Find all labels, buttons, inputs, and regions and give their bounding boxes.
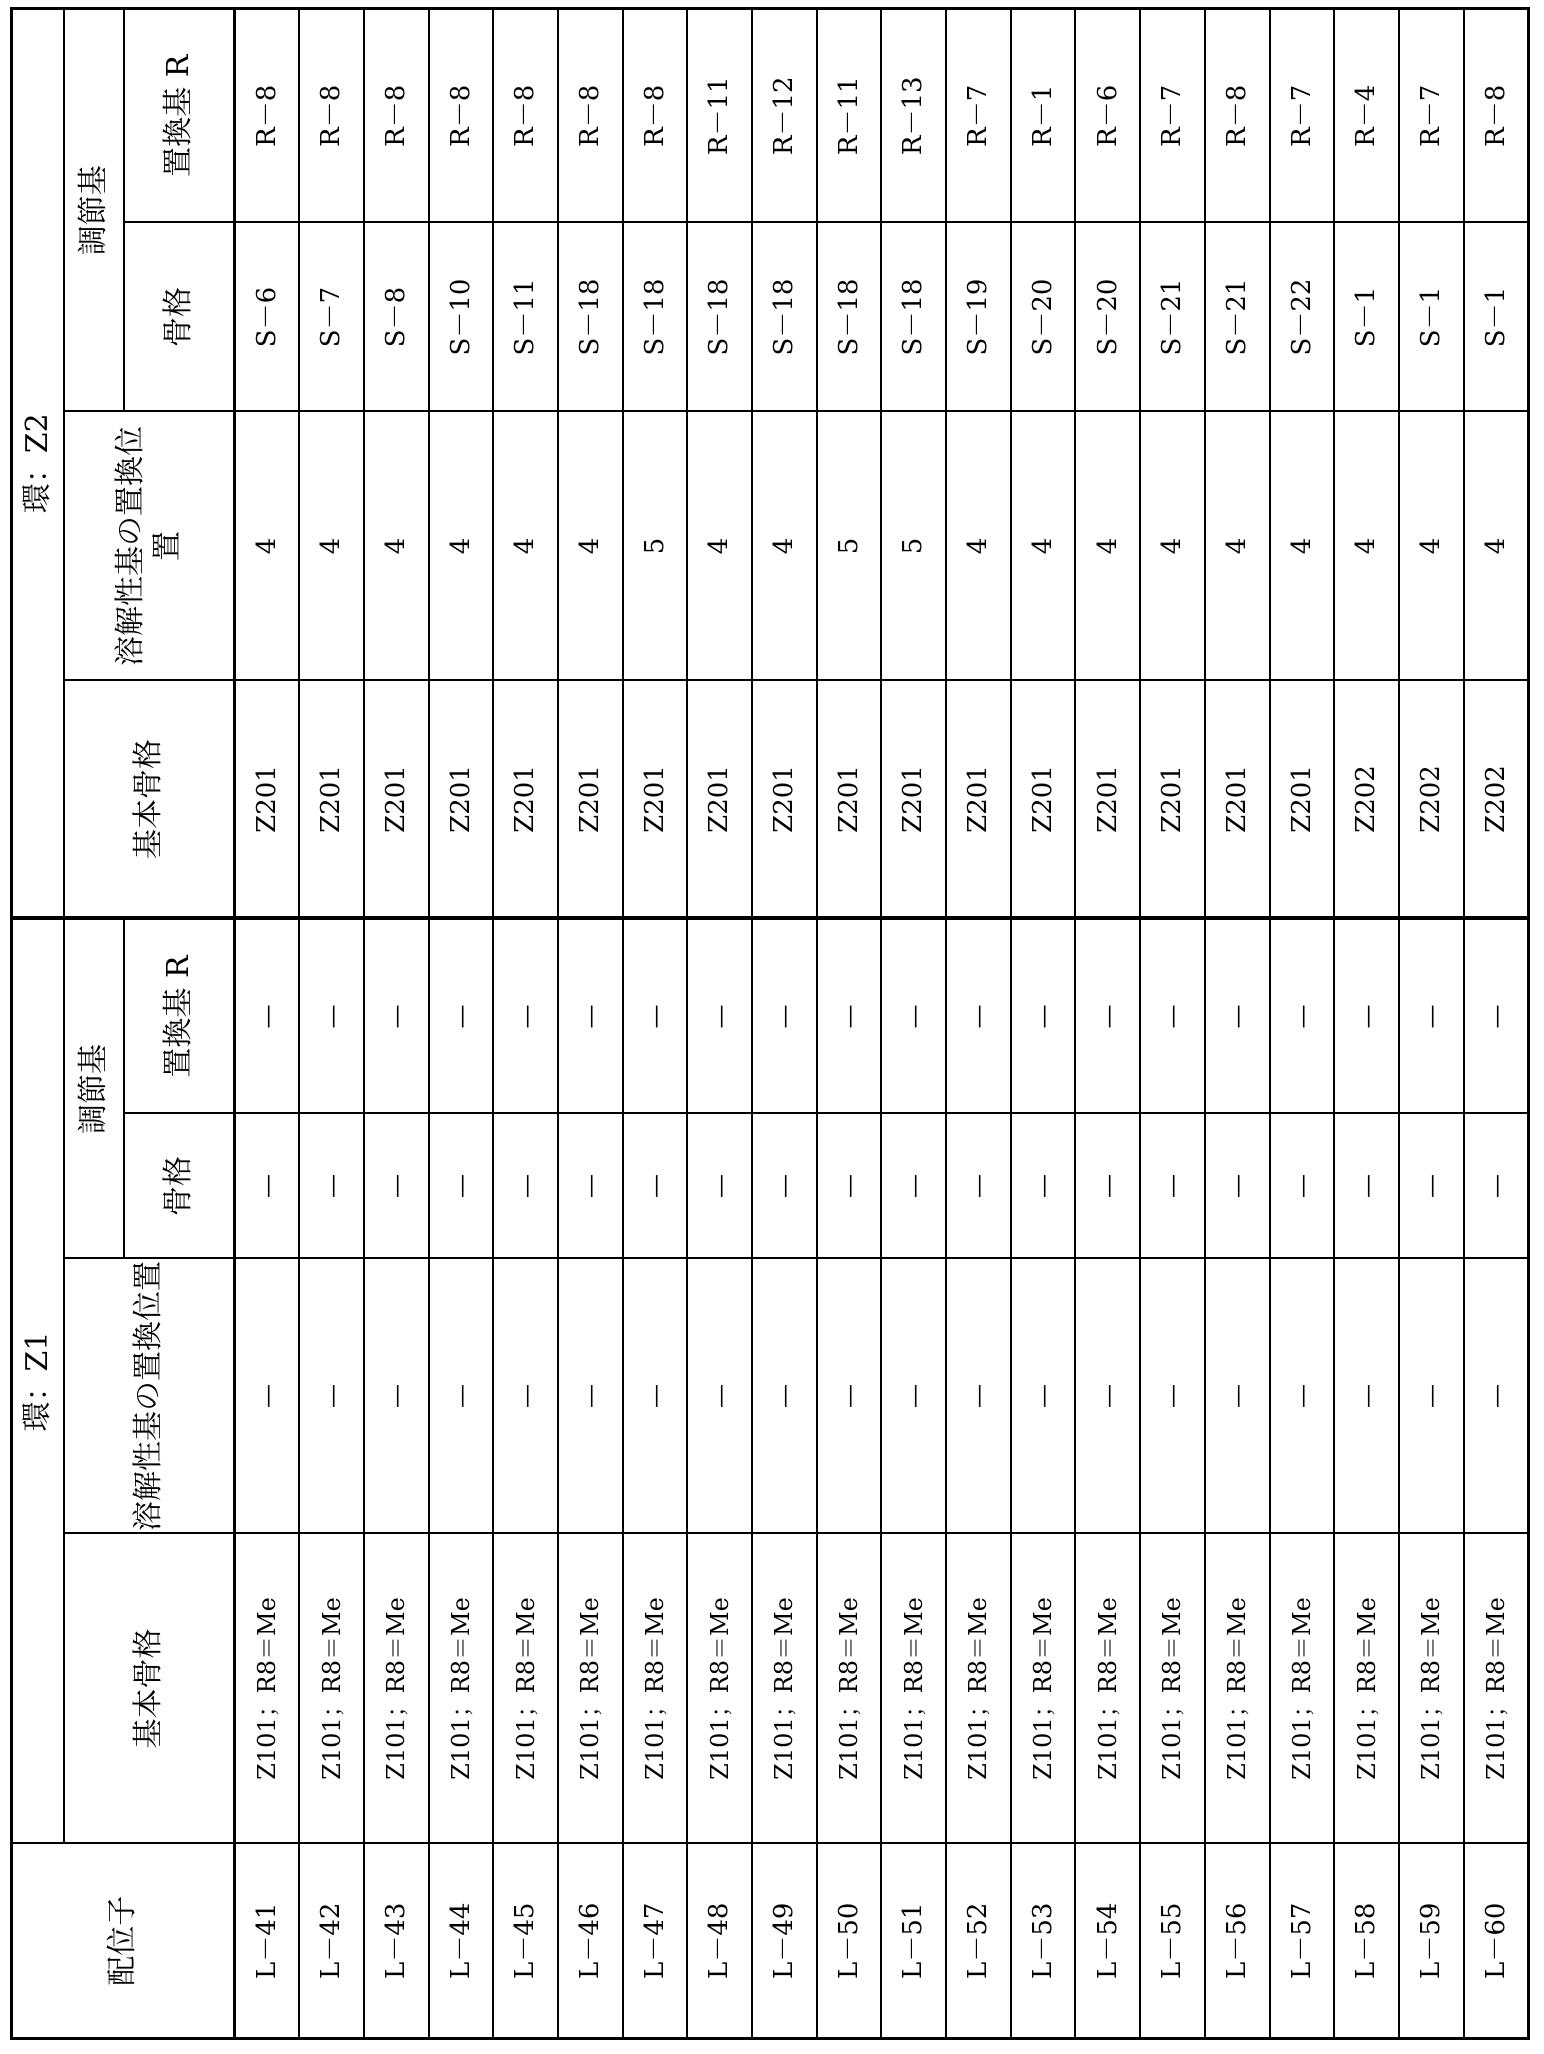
- cell-ligand: L－47: [623, 1844, 688, 2039]
- cell-z2-solubility-position: 4: [1464, 412, 1529, 681]
- cell-ligand: L－49: [752, 1844, 817, 2039]
- cell-z1-skeleton: —: [299, 1114, 364, 1259]
- cell-z1-solubility-position: —: [364, 1259, 429, 1534]
- cell-z1-base-skeleton: Z101；R8＝Me: [881, 1534, 946, 1844]
- cell-z1-skeleton: —: [881, 1114, 946, 1259]
- cell-ligand: L－51: [881, 1844, 946, 2039]
- cell-z2-solubility-position: 4: [429, 412, 494, 681]
- cell-z2-solubility-position: 5: [881, 412, 946, 681]
- header-z1-base-skeleton: 基本骨格: [64, 1534, 235, 1844]
- cell-z2-substituent-r: R－4: [1334, 9, 1399, 223]
- header-z2-solubility-position: 溶解性基の置換位置: [64, 412, 235, 681]
- cell-ligand: L－60: [1464, 1844, 1529, 2039]
- cell-z1-skeleton: —: [235, 1114, 300, 1259]
- cell-z1-substituent-r: —: [623, 919, 688, 1114]
- header-z2-skeleton: 骨格: [124, 223, 235, 412]
- ligand-table: [10, 7, 1530, 2040]
- cell-z2-substituent-r: R－8: [235, 9, 300, 223]
- cell-z2-base-skeleton: Z201: [752, 681, 817, 919]
- table-row: [946, 9, 1011, 2039]
- cell-ligand: L－42: [299, 1844, 364, 2039]
- cell-z2-skeleton: S－21: [1140, 223, 1205, 412]
- cell-z1-skeleton: —: [752, 1114, 817, 1259]
- cell-ligand: L－46: [558, 1844, 623, 2039]
- cell-z1-skeleton: —: [429, 1114, 494, 1259]
- cell-z1-substituent-r: —: [946, 919, 1011, 1114]
- cell-z1-substituent-r: —: [752, 919, 817, 1114]
- cell-z2-substituent-r: R－8: [299, 9, 364, 223]
- cell-z1-skeleton: —: [1399, 1114, 1464, 1259]
- header-ring-z1: 環：Z1: [12, 919, 65, 1844]
- cell-z1-base-skeleton: Z101；R8＝Me: [1270, 1534, 1335, 1844]
- cell-z1-solubility-position: —: [1011, 1259, 1076, 1534]
- cell-ligand: L－45: [493, 1844, 558, 2039]
- cell-z2-skeleton: S－1: [1334, 223, 1399, 412]
- cell-z2-base-skeleton: Z201: [1205, 681, 1270, 919]
- table-row: [493, 9, 558, 2039]
- cell-z2-solubility-position: 4: [1205, 412, 1270, 681]
- cell-z2-base-skeleton: Z201: [493, 681, 558, 919]
- cell-z2-skeleton: S－21: [1205, 223, 1270, 412]
- cell-z1-base-skeleton: Z101；R8＝Me: [364, 1534, 429, 1844]
- cell-z1-base-skeleton: Z101；R8＝Me: [1011, 1534, 1076, 1844]
- cell-z2-base-skeleton: Z201: [558, 681, 623, 919]
- header-ligand: 配位子: [12, 1844, 235, 2039]
- table-row: [364, 9, 429, 2039]
- header-z2-substituent-r: 置換基 R: [124, 9, 235, 223]
- cell-ligand: L－55: [1140, 1844, 1205, 2039]
- cell-z1-substituent-r: —: [1011, 919, 1076, 1114]
- cell-z1-skeleton: —: [1140, 1114, 1205, 1259]
- cell-z1-substituent-r: —: [687, 919, 752, 1114]
- table-row: [1270, 9, 1335, 2039]
- cell-z2-skeleton: S－20: [1011, 223, 1076, 412]
- cell-z1-solubility-position: —: [623, 1259, 688, 1534]
- cell-z2-substituent-r: R－8: [623, 9, 688, 223]
- cell-z1-skeleton: —: [817, 1114, 882, 1259]
- cell-z2-solubility-position: 4: [752, 412, 817, 681]
- cell-z1-base-skeleton: Z101；R8＝Me: [429, 1534, 494, 1844]
- rotated-table-page: [10, 10, 1530, 2040]
- cell-ligand: L－54: [1075, 1844, 1140, 2039]
- cell-z2-base-skeleton: Z201: [1075, 681, 1140, 919]
- cell-z1-skeleton: —: [946, 1114, 1011, 1259]
- table-row: [752, 9, 817, 2039]
- cell-z1-substituent-r: —: [817, 919, 882, 1114]
- cell-ligand: L－52: [946, 1844, 1011, 2039]
- cell-z1-base-skeleton: Z101；R8＝Me: [558, 1534, 623, 1844]
- cell-z2-skeleton: S－1: [1399, 223, 1464, 412]
- cell-z1-base-skeleton: Z101；R8＝Me: [1205, 1534, 1270, 1844]
- cell-z2-substituent-r: R－8: [429, 9, 494, 223]
- cell-z2-solubility-position: 4: [299, 412, 364, 681]
- table-row: [1399, 9, 1464, 2039]
- cell-z1-substituent-r: —: [1075, 919, 1140, 1114]
- cell-z1-base-skeleton: Z101；R8＝Me: [493, 1534, 558, 1844]
- cell-ligand: L－50: [817, 1844, 882, 2039]
- cell-z1-substituent-r: —: [881, 919, 946, 1114]
- cell-z2-base-skeleton: Z201: [881, 681, 946, 919]
- cell-ligand: L－56: [1205, 1844, 1270, 2039]
- cell-z1-solubility-position: —: [1464, 1259, 1529, 1534]
- cell-z2-skeleton: S－18: [752, 223, 817, 412]
- cell-z2-skeleton: S－18: [881, 223, 946, 412]
- cell-z2-skeleton: S－10: [429, 223, 494, 412]
- cell-z1-skeleton: —: [1205, 1114, 1270, 1259]
- cell-z2-skeleton: S－7: [299, 223, 364, 412]
- cell-z2-solubility-position: 4: [1140, 412, 1205, 681]
- cell-z2-base-skeleton: Z201: [429, 681, 494, 919]
- cell-z1-substituent-r: —: [1270, 919, 1335, 1114]
- cell-z2-substituent-r: R－6: [1075, 9, 1140, 223]
- header-z1-adjusting-group: 調節基: [64, 919, 124, 1259]
- cell-z1-solubility-position: —: [1205, 1259, 1270, 1534]
- cell-z1-substituent-r: —: [299, 919, 364, 1114]
- table-row: [623, 9, 688, 2039]
- cell-z2-base-skeleton: Z201: [687, 681, 752, 919]
- cell-z1-solubility-position: —: [881, 1259, 946, 1534]
- cell-z2-substituent-r: R－8: [1464, 9, 1529, 223]
- cell-z1-skeleton: —: [558, 1114, 623, 1259]
- cell-z1-base-skeleton: Z101；R8＝Me: [1075, 1534, 1140, 1844]
- cell-z1-base-skeleton: Z101；R8＝Me: [299, 1534, 364, 1844]
- cell-z1-base-skeleton: Z101；R8＝Me: [1464, 1534, 1529, 1844]
- header-z1-solubility-position: 溶解性基の置換位置: [64, 1259, 235, 1534]
- header-z1-substituent-r: 置換基 R: [124, 919, 235, 1114]
- table-row: [1464, 9, 1529, 2039]
- cell-z1-base-skeleton: Z101；R8＝Me: [1399, 1534, 1464, 1844]
- header-ring-z2: 環：Z2: [12, 9, 65, 919]
- cell-z2-base-skeleton: Z201: [1270, 681, 1335, 919]
- cell-z2-skeleton: S－22: [1270, 223, 1335, 412]
- cell-z2-solubility-position: 4: [687, 412, 752, 681]
- cell-z1-solubility-position: —: [946, 1259, 1011, 1534]
- cell-z2-base-skeleton: Z201: [817, 681, 882, 919]
- cell-z1-solubility-position: —: [687, 1259, 752, 1534]
- header-z1-skeleton: 骨格: [124, 1114, 235, 1259]
- cell-z1-base-skeleton: Z101；R8＝Me: [1334, 1534, 1399, 1844]
- cell-z2-base-skeleton: Z201: [1011, 681, 1076, 919]
- cell-z1-skeleton: —: [1075, 1114, 1140, 1259]
- cell-z2-skeleton: S－19: [946, 223, 1011, 412]
- cell-z2-base-skeleton: Z201: [623, 681, 688, 919]
- cell-z1-skeleton: —: [687, 1114, 752, 1259]
- cell-z1-base-skeleton: Z101；R8＝Me: [623, 1534, 688, 1844]
- cell-z1-solubility-position: —: [817, 1259, 882, 1534]
- cell-ligand: L－43: [364, 1844, 429, 2039]
- cell-z1-base-skeleton: Z101；R8＝Me: [946, 1534, 1011, 1844]
- cell-z2-solubility-position: 5: [817, 412, 882, 681]
- cell-z2-solubility-position: 4: [1334, 412, 1399, 681]
- cell-z1-substituent-r: —: [1140, 919, 1205, 1114]
- cell-z2-skeleton: S－1: [1464, 223, 1529, 412]
- cell-z1-substituent-r: —: [1205, 919, 1270, 1114]
- cell-z1-base-skeleton: Z101；R8＝Me: [817, 1534, 882, 1844]
- cell-z2-base-skeleton: Z202: [1464, 681, 1529, 919]
- cell-z2-substituent-r: R－1: [1011, 9, 1076, 223]
- cell-z1-skeleton: —: [493, 1114, 558, 1259]
- cell-z2-base-skeleton: Z201: [299, 681, 364, 919]
- cell-z2-substituent-r: R－11: [817, 9, 882, 223]
- cell-z2-substituent-r: R－8: [1205, 9, 1270, 223]
- table-row: [1140, 9, 1205, 2039]
- cell-z2-solubility-position: 4: [1399, 412, 1464, 681]
- cell-ligand: L－57: [1270, 1844, 1335, 2039]
- cell-z1-substituent-r: —: [364, 919, 429, 1114]
- table-row: [299, 9, 364, 2039]
- cell-z2-substituent-r: R－11: [687, 9, 752, 223]
- cell-z1-substituent-r: —: [235, 919, 300, 1114]
- cell-ligand: L－44: [429, 1844, 494, 2039]
- table-row: [687, 9, 752, 2039]
- cell-z1-substituent-r: —: [1399, 919, 1464, 1114]
- cell-z1-substituent-r: —: [1464, 919, 1529, 1114]
- cell-z1-solubility-position: —: [752, 1259, 817, 1534]
- cell-z1-substituent-r: —: [493, 919, 558, 1114]
- cell-z1-skeleton: —: [623, 1114, 688, 1259]
- cell-z2-substituent-r: R－7: [1270, 9, 1335, 223]
- cell-z2-solubility-position: 4: [235, 412, 300, 681]
- cell-z1-solubility-position: —: [299, 1259, 364, 1534]
- cell-z2-substituent-r: R－8: [364, 9, 429, 223]
- cell-z1-base-skeleton: Z101；R8＝Me: [235, 1534, 300, 1844]
- cell-z1-skeleton: —: [1270, 1114, 1335, 1259]
- cell-z1-skeleton: —: [1464, 1114, 1529, 1259]
- cell-z1-substituent-r: —: [1334, 919, 1399, 1114]
- cell-z2-skeleton: S－18: [817, 223, 882, 412]
- cell-z2-base-skeleton: Z202: [1399, 681, 1464, 919]
- cell-z1-substituent-r: —: [429, 919, 494, 1114]
- cell-z2-skeleton: S－8: [364, 223, 429, 412]
- cell-z2-base-skeleton: Z201: [235, 681, 300, 919]
- cell-z1-solubility-position: —: [493, 1259, 558, 1534]
- cell-z1-solubility-position: —: [1140, 1259, 1205, 1534]
- cell-z2-base-skeleton: Z202: [1334, 681, 1399, 919]
- cell-z2-solubility-position: 4: [1075, 412, 1140, 681]
- cell-z2-skeleton: S－18: [623, 223, 688, 412]
- cell-ligand: L－48: [687, 1844, 752, 2039]
- cell-ligand: L－53: [1011, 1844, 1076, 2039]
- cell-z1-substituent-r: —: [558, 919, 623, 1114]
- cell-z1-solubility-position: —: [558, 1259, 623, 1534]
- cell-z1-base-skeleton: Z101；R8＝Me: [687, 1534, 752, 1844]
- cell-z1-skeleton: —: [1011, 1114, 1076, 1259]
- cell-z2-skeleton: S－18: [558, 223, 623, 412]
- cell-z2-solubility-position: 4: [364, 412, 429, 681]
- table-body: [235, 9, 1529, 2039]
- cell-z2-base-skeleton: Z201: [946, 681, 1011, 919]
- table-row: [429, 9, 494, 2039]
- table-row: [558, 9, 623, 2039]
- cell-z1-solubility-position: —: [1334, 1259, 1399, 1534]
- cell-z2-substituent-r: R－13: [881, 9, 946, 223]
- cell-z2-solubility-position: 4: [493, 412, 558, 681]
- cell-z2-substituent-r: R－7: [1399, 9, 1464, 223]
- cell-z2-base-skeleton: Z201: [1140, 681, 1205, 919]
- cell-z2-skeleton: S－20: [1075, 223, 1140, 412]
- table-row: [235, 9, 300, 2039]
- cell-z2-solubility-position: 5: [623, 412, 688, 681]
- cell-z2-substituent-r: R－12: [752, 9, 817, 223]
- cell-z1-base-skeleton: Z101；R8＝Me: [752, 1534, 817, 1844]
- cell-z1-solubility-position: —: [235, 1259, 300, 1534]
- cell-ligand: L－58: [1334, 1844, 1399, 2039]
- cell-z1-skeleton: —: [1334, 1114, 1399, 1259]
- cell-z2-base-skeleton: Z201: [364, 681, 429, 919]
- cell-z1-base-skeleton: Z101；R8＝Me: [1140, 1534, 1205, 1844]
- cell-z2-substituent-r: R－8: [493, 9, 558, 223]
- table-row: [817, 9, 882, 2039]
- cell-z1-skeleton: —: [364, 1114, 429, 1259]
- cell-z2-skeleton: S－18: [687, 223, 752, 412]
- cell-z1-solubility-position: —: [1075, 1259, 1140, 1534]
- cell-z2-skeleton: S－6: [235, 223, 300, 412]
- table-row: [1334, 9, 1399, 2039]
- table-row: [1075, 9, 1140, 2039]
- cell-z1-solubility-position: —: [1399, 1259, 1464, 1534]
- cell-z2-substituent-r: R－7: [946, 9, 1011, 223]
- table-row: [881, 9, 946, 2039]
- cell-ligand: L－41: [235, 1844, 300, 2039]
- table-row: [1011, 9, 1076, 2039]
- cell-z2-solubility-position: 4: [946, 412, 1011, 681]
- cell-z2-skeleton: S－11: [493, 223, 558, 412]
- cell-z2-substituent-r: R－7: [1140, 9, 1205, 223]
- header-z2-adjusting-group: 調節基: [64, 9, 124, 412]
- cell-z2-substituent-r: R－8: [558, 9, 623, 223]
- header-z2-base-skeleton: 基本骨格: [64, 681, 235, 919]
- table-row: [1205, 9, 1270, 2039]
- cell-z2-solubility-position: 4: [558, 412, 623, 681]
- cell-z2-solubility-position: 4: [1011, 412, 1076, 681]
- cell-z2-solubility-position: 4: [1270, 412, 1335, 681]
- cell-z1-solubility-position: —: [429, 1259, 494, 1534]
- cell-ligand: L－59: [1399, 1844, 1464, 2039]
- cell-z1-solubility-position: —: [1270, 1259, 1335, 1534]
